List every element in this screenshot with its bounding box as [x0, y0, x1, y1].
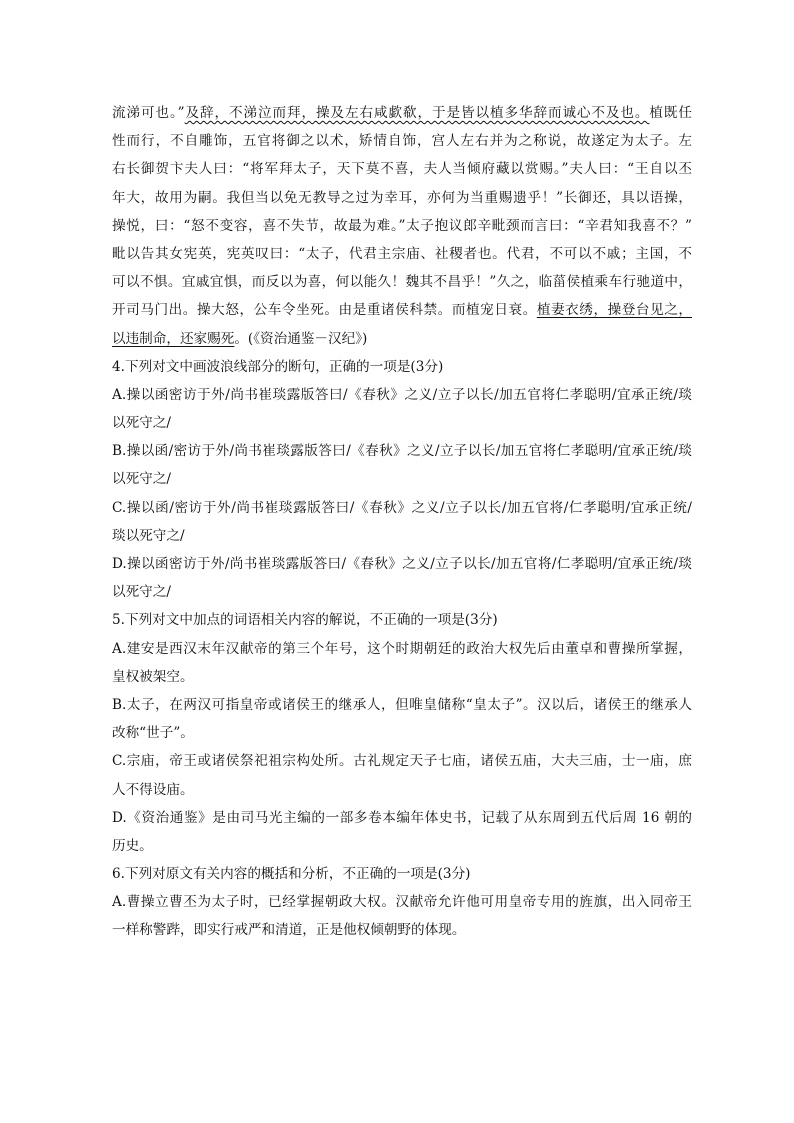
option-line: 改称“世子”。	[112, 725, 194, 742]
option-a[interactable]	[112, 635, 692, 691]
option-c[interactable]	[112, 747, 692, 803]
option-line: 以死守之/	[112, 584, 171, 601]
option-line: C.操以函/密访于外/尚书崔琰露版答曰/《春秋》之义/立子以长/加五官将/仁孝聪明/宜承正统/	[112, 499, 692, 516]
passage-text: 性而行，不自雕饰，五官将御之以术，矫情自饰，宫人左右并为之称说，故遂定为太子。左	[112, 133, 692, 150]
passage-text: 操悦，曰：“怒不变容，喜不失节，故最为难。”太子抱议郎辛毗颈而言曰：“辛君知我喜不？”	[112, 217, 692, 234]
option-a[interactable]	[112, 888, 692, 944]
passage-line	[112, 127, 692, 155]
passage-text: 可以不惧。宜戚宜惧，而反以为喜，何以能久！魏其不昌乎！”久之，临菑侯植乘车行驰道中，	[112, 274, 692, 291]
passage	[112, 99, 692, 353]
passage-line	[112, 99, 692, 127]
passage-text: 植既任	[649, 105, 692, 121]
option-line: 以死守之/	[112, 415, 171, 432]
passage-text: 毗以告其女宪英，宪英叹曰：“太子，代君主宗庙、社稷者也。代君，不可以不戚；主国，不	[112, 245, 692, 262]
option-c[interactable]	[112, 494, 692, 550]
option-line: D.《资治通鉴》是由司马光主编的一部多卷本编年体史书，记载了从东周到五代后周 16 朝的	[112, 809, 692, 826]
underlined-text: 以违制命，还家赐死	[112, 330, 235, 347]
question-6	[112, 860, 692, 945]
option-line: C.宗庙，帝王或诸侯祭祀祖宗构处所。古礼规定天子七庙，诸侯五庙，大夫三庙，士一庙，庶	[112, 753, 692, 770]
question-stem: 6.下列对原文有关内容的概括和分析，不正确的一项是(3分)	[112, 866, 471, 883]
source-citation: 。(《资治通鉴－汉纪》)	[234, 330, 368, 347]
option-line: 人不得设庙。	[112, 781, 194, 798]
passage-text: 开司马门出。操大怒，公车令坐死。由是重诸侯科禁。而植宠日衰。	[112, 302, 537, 319]
passage-line	[112, 268, 692, 296]
question-5	[112, 606, 692, 860]
wavy-underlined-text: 及辞，不涕泣而拜，操及左右咸歔欷，于是皆以植多华辞而诚心不及也。	[184, 105, 650, 121]
passage-line	[112, 184, 692, 212]
option-line: D.操以函密访于外/尚书崔琰露版答曰/《春秋》之义/立子以长/加五官将/仁孝聪明/宜承正统/琰	[112, 556, 692, 572]
option-line: 皇权被架空。	[112, 668, 194, 685]
option-line: B.操以函/密访于外/尚书崔琰露版答曰/《春秋》之义/立子以长/加五官将仁孝聪明/宜承正统/琰	[112, 443, 692, 460]
passage-line	[112, 212, 692, 240]
option-line: 历史。	[112, 837, 153, 854]
passage-text: 年大，故用为嗣。我但当以免无教导之过为幸耳，亦何为当重赐遗乎！”长御还，具以语操，	[112, 189, 692, 206]
option-a[interactable]	[112, 381, 692, 437]
option-line: A.曹操立曹丕为太子时，已经掌握朝政大权。汉献帝允许他可用皇帝专用的旌旗，出入同帝王	[112, 894, 692, 911]
option-line: 以死守之/	[112, 471, 171, 488]
question-4	[112, 353, 692, 607]
option-line: 琰以死守之/	[112, 527, 185, 544]
passage-line	[112, 325, 692, 353]
option-line: A.建安是西汉末年汉献帝的第三个年号，这个时期朝廷的政治大权先后由董卓和曹操所掌握，	[112, 640, 692, 657]
passage-text: 流涕可也。”	[112, 105, 185, 121]
passage-line	[112, 240, 692, 268]
question-stem: 5.下列对文中加点的词语相关内容的解说，不正确的一项是(3分)	[112, 612, 498, 629]
passage-line	[112, 155, 692, 183]
document-page	[112, 99, 692, 945]
option-d[interactable]	[112, 804, 692, 860]
passage-line	[112, 296, 692, 324]
passage-text: 右长御贺卞夫人曰：“将军拜太子，天下莫不喜，夫人当倾府藏以赏赐。”夫人曰：“王自以丕	[112, 161, 692, 178]
option-line: B.太子，在两汉可指皇帝或诸侯王的继承人，但唯皇储称“皇太子”。汉以后，诸侯王的继承人	[112, 696, 692, 713]
question-stem: 4.下列对文中画波浪线部分的断句，正确的一项是(3分)	[112, 358, 444, 375]
option-line: 一样称警跸，即实行戒严和清道，正是他权倾朝野的体现。	[112, 922, 466, 939]
option-d[interactable]	[112, 550, 692, 606]
underlined-text: 植妻衣绣，操登台见之，	[536, 302, 692, 319]
option-b[interactable]	[112, 691, 692, 747]
option-b[interactable]	[112, 437, 692, 493]
option-line: A.操以函密访于外/尚书崔琰露版答曰/《春秋》之义/立子以长/加五官将仁孝聪明/宜承正统/琰	[112, 386, 692, 403]
